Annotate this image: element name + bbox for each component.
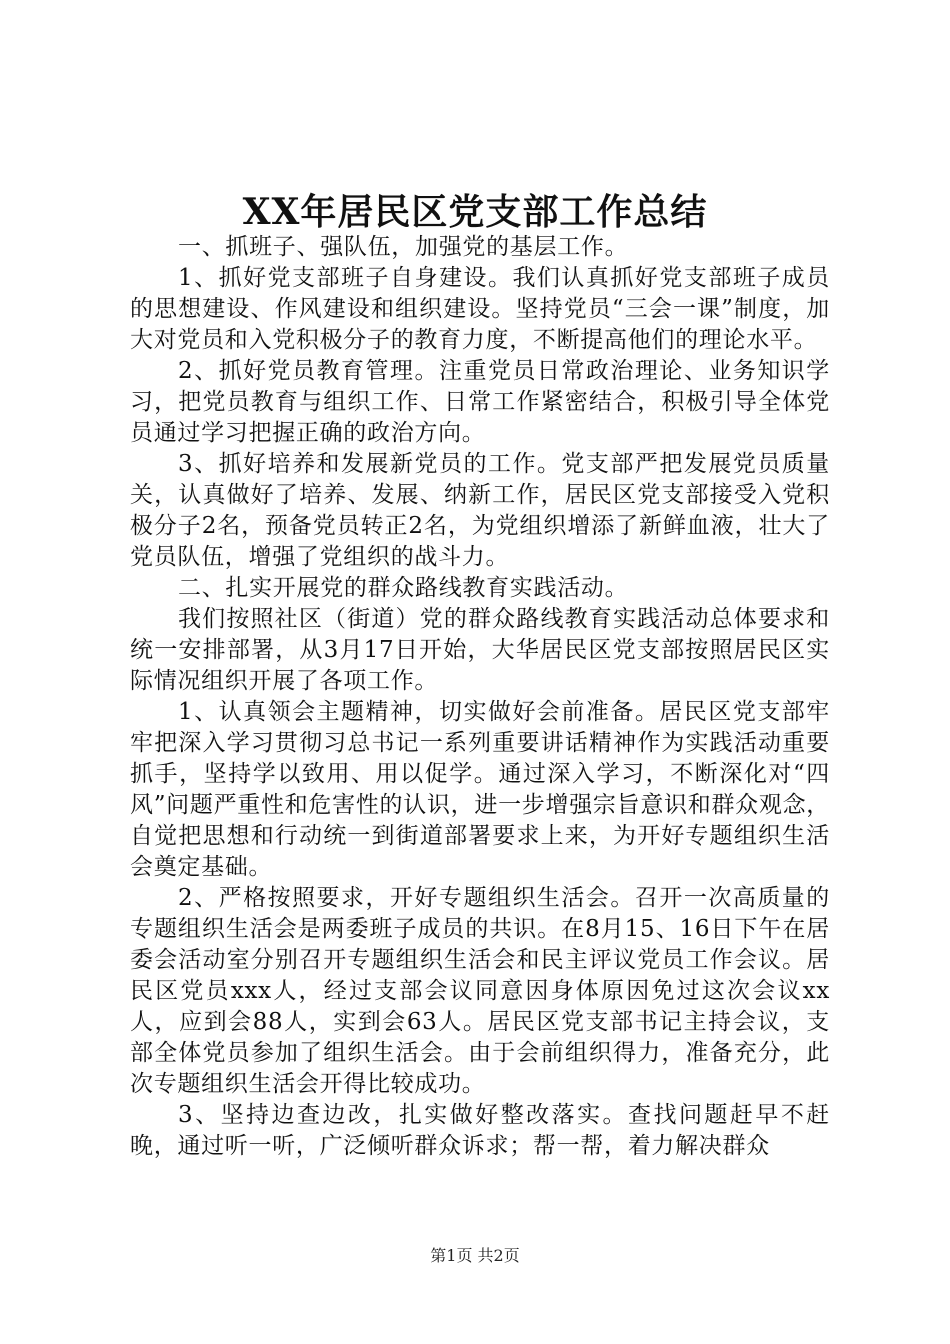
paragraph: 3、坚持边查边改，扎实做好整改落实。查找问题赶早不赶晚，通过听一听，广泛倾听群众诉求；帮一帮，着力解决群众: [130, 1102, 830, 1159]
document-body: [130, 232, 830, 1162]
paragraph: 我们按照社区（街道）党的群众路线教育实践活动总体要求和统一安排部署，从3月17日开始，大华居民区党支部按照居民区实际情况组织开展了各项工作。: [130, 606, 830, 694]
document-title: XX年居民区党支部工作总结: [242, 191, 708, 233]
paragraph: 2、抓好党员教育管理。注重党员日常政治理论、业务知识学习，把党员教育与组织工作、日常工作紧密结合，积极引导全体党员通过学习把握正确的政治方向。: [130, 358, 830, 446]
paragraph: 3、抓好培养和发展新党员的工作。党支部严把发展党员质量关，认真做好了培养、发展、纳新工作，居民区党支部接受入党积极分子2名，预备党员转正2名，为党组织增添了新鲜血液，壮大了党员队伍，增强了党组织的战斗力。: [130, 451, 830, 570]
section-heading-1: 一、抓班子、强队伍，加强党的基层工作。: [178, 234, 629, 260]
paragraph: 1、认真领会主题精神，切实做好会前准备。居民区党支部牢牢把深入学习贯彻习总书记一系列重要讲话精神作为实践活动重要抓手，坚持学以致用、用以促学。通过深入学习，不断深化对“四风”问题严重性和危害性的认识，进一步增强宗旨意识和群众观念，自觉把思想和行动统一到街道部署要求上来，为开好专题组织生活会奠定基础。: [130, 699, 830, 880]
paragraph: 2、严格按照要求，开好专题组织生活会。召开一次高质量的专题组织生活会是两委班子成员的共识。在8月15、16日下午在居委会活动室分别召开专题组织生活会和民主评议党员工作会议。居民区党员xxx人，经过支部会议同意因身体原因免过这次会议xx人，应到会88人，实到会63人。居民区党支部书记主持会议，支部全体党员参加了组织生活会。由于会前组织得力，准备充分，此次专题组织生活会开得比较成功。: [130, 885, 830, 1097]
page-footer: 第1页 共2页: [430, 1246, 520, 1265]
section-heading-2: 二、扎实开展党的群众路线教育实践活动。: [178, 575, 629, 601]
paragraph: 1、抓好党支部班子自身建设。我们认真抓好党支部班子成员的思想建设、作风建设和组织建设。坚持党员“三会一课”制度，加大对党员和入党积极分子的教育力度，不断提高他们的理论水平。: [130, 265, 830, 353]
